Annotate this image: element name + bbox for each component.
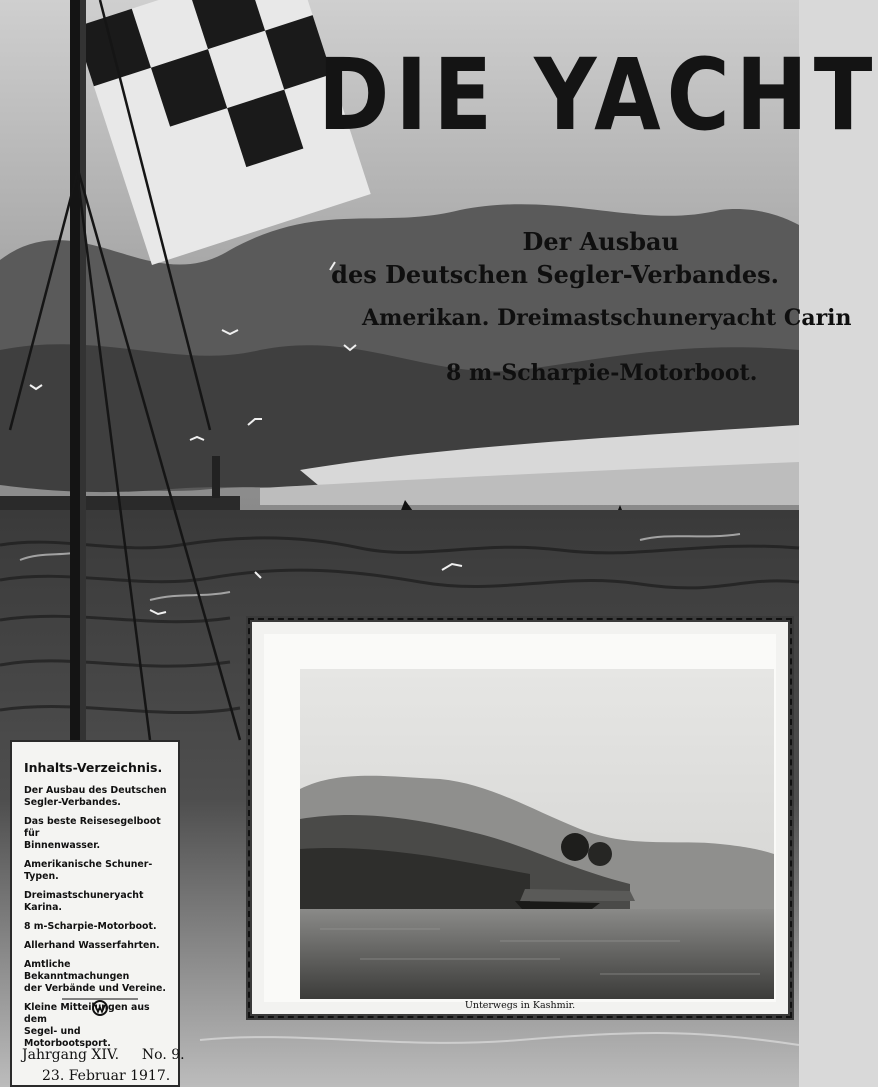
photo-mat bbox=[264, 634, 776, 1011]
contents-item: Dreimastschuneryacht Karina. bbox=[24, 890, 144, 913]
issue-date: 23. Februar 1917. bbox=[42, 1068, 171, 1084]
headline-scharpie-motorboot: 8 m-Scharpie-Motorboot. bbox=[446, 360, 758, 386]
contents-item: Das beste Reisesegelboot für Binnenwasser. bbox=[24, 816, 161, 851]
photo-caption: Unterwegs in Kashmir. bbox=[464, 1000, 576, 1011]
contents-title: Inhalts-Verzeichnis. bbox=[24, 760, 163, 775]
boat-house bbox=[520, 889, 635, 901]
publisher-logo-icon bbox=[90, 997, 110, 1017]
contents-item: 8 m-Scharpie-Motorboot. bbox=[24, 921, 157, 932]
contents-item: Amerikanische Schuner-Typen. bbox=[24, 859, 153, 882]
kashmir-photo bbox=[300, 669, 774, 999]
mast bbox=[70, 0, 86, 740]
contents-item: Amtliche Bekanntmachungen der Verbände und Vereine. bbox=[24, 959, 166, 994]
contents-item: Kleine Mitteilungen aus dem Segel- und Motorbootsport. bbox=[24, 1002, 150, 1049]
tree bbox=[561, 833, 589, 861]
headline-segler-verband: des Deutschen Segler-Verbandes. bbox=[331, 260, 779, 289]
lighthouse bbox=[212, 456, 220, 498]
contents-item: Allerhand Wasserfahrten. bbox=[24, 940, 160, 951]
photo-frame bbox=[246, 616, 794, 1020]
contents-box bbox=[10, 740, 185, 1087]
tree bbox=[588, 842, 612, 866]
headline-ausbau: Der Ausbau bbox=[522, 227, 679, 256]
issue-number: No. 9. bbox=[141, 1047, 185, 1063]
contents-item: Der Ausbau des Deutschen Segler-Verbandes. bbox=[24, 785, 167, 808]
issue-info bbox=[22, 1047, 185, 1063]
masthead-title: DIE YACHT bbox=[318, 38, 878, 153]
volume-label: Jahrgang XIV. bbox=[22, 1047, 120, 1063]
headline-dreimastschuneryacht: Amerikan. Dreimastschuneryacht Carin bbox=[362, 305, 852, 331]
